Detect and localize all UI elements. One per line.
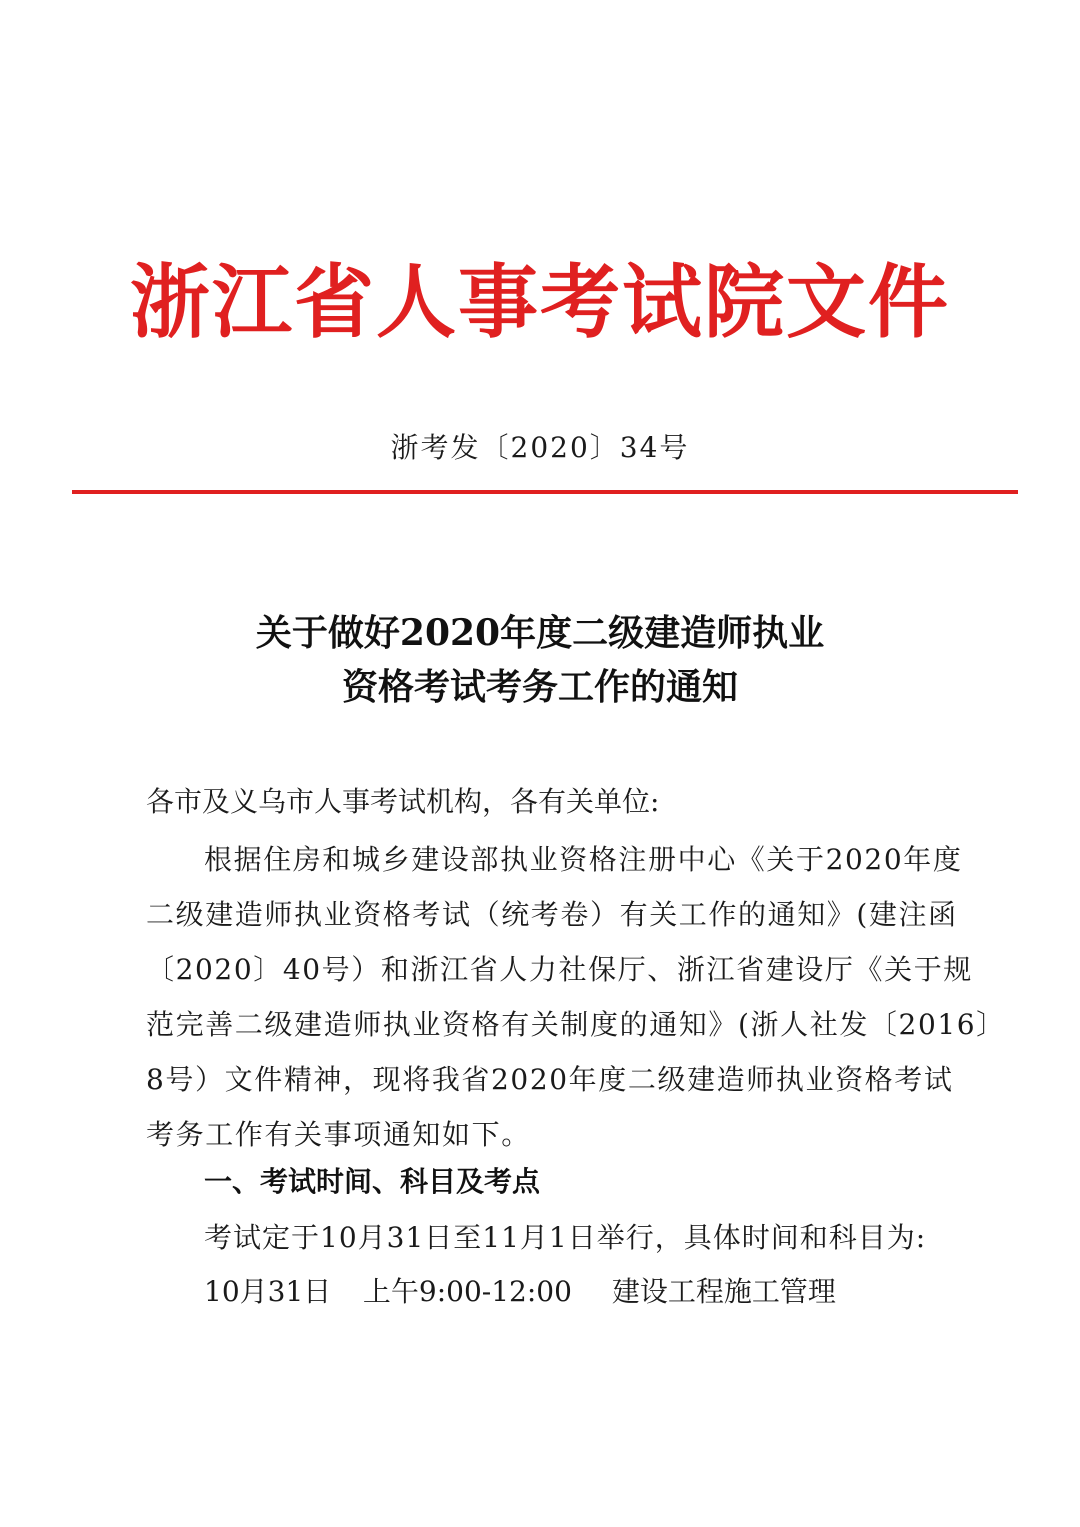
body-paragraph (146, 832, 1006, 1162)
schedule-intro: 考试定于10月31日至11月1日举行，具体时间和科目为: (204, 1221, 927, 1254)
paragraph-line: 根据住房和城乡建设部执业资格注册中心《关于2020年度 (204, 843, 963, 876)
notice-title-line-1: 关于做好2020年度二级建造师执业 (255, 612, 825, 654)
document-number: 浙考发〔2020〕34号 (390, 431, 690, 464)
schedule-time: 上午9:00-12:00 (362, 1275, 572, 1308)
notice-title-line-2: 资格考试考务工作的通知 (341, 666, 738, 708)
notice-title (0, 606, 1080, 714)
section-heading: 一、考试时间、科目及考点 (204, 1165, 541, 1198)
paragraph-line: 范完善二级建造师执业资格有关制度的通知》(浙人社发〔2016〕 (146, 1008, 1006, 1041)
paragraph-line: 考务工作有关事项通知如下。 (146, 1118, 531, 1151)
paragraph-line: 〔2020〕40号）和浙江省人力社保厅、浙江省建设厅《关于规 (146, 953, 973, 986)
paragraph-line: 二级建造师执业资格考试（统考卷）有关工作的通知》(建注函 (146, 898, 958, 931)
masthead-title: 浙江省人事考试院文件 (130, 256, 950, 349)
schedule-subject: 建设工程施工管理 (611, 1275, 836, 1308)
paragraph-line: 8号）文件精神，现将我省2020年度二级建造师执业资格考试 (146, 1063, 954, 1096)
schedule-row (204, 1268, 836, 1316)
schedule-date: 10月31日 (204, 1275, 332, 1308)
red-divider-line (72, 490, 1018, 494)
greeting: 各市及义乌市人事考试机构，各有关单位: (146, 785, 660, 818)
